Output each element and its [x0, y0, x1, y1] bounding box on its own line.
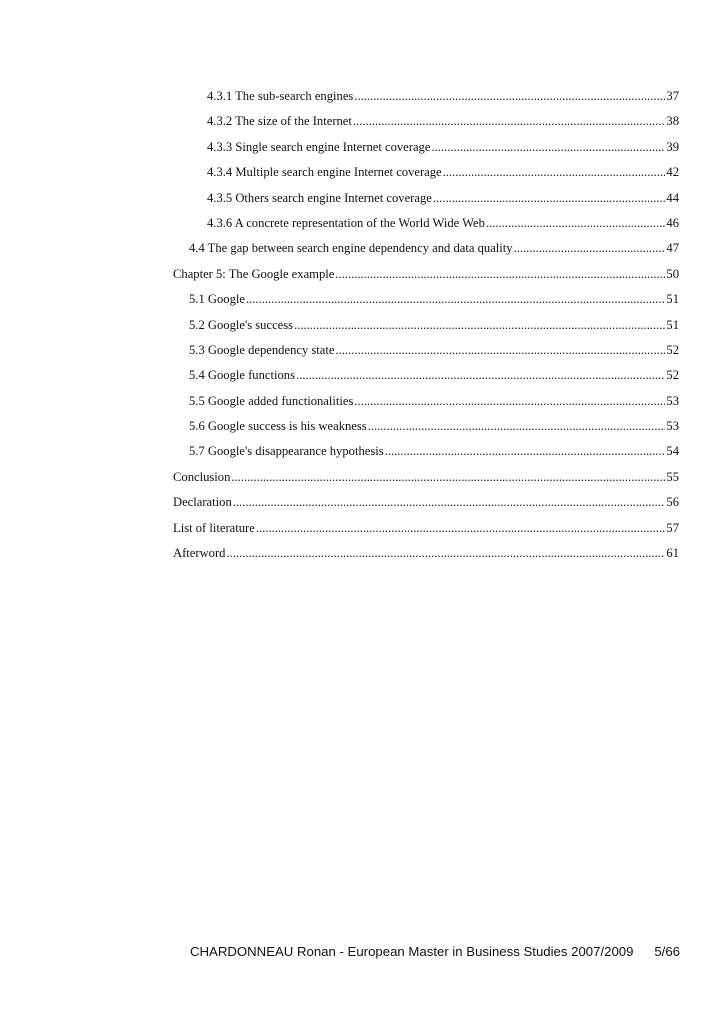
toc-entry-page: 56: [666, 495, 679, 510]
toc-dot-leader: [296, 365, 665, 385]
toc-entry[interactable]: [173, 213, 679, 238]
toc-entry-title: 4.3.4 Multiple search engine Internet coverage: [207, 165, 442, 180]
toc-entry-title: 5.3 Google dependency state: [189, 342, 335, 357]
toc-entry[interactable]: [173, 289, 679, 314]
toc-dot-leader: [486, 213, 665, 233]
toc-entry-title: 4.3.3 Single search engine Internet coverage: [207, 139, 431, 154]
toc-entry[interactable]: [173, 315, 679, 340]
toc-entry-title: 4.3.5 Others search engine Internet coverage: [207, 190, 432, 205]
toc-dot-leader: [226, 543, 665, 563]
toc-dot-leader: [335, 264, 665, 284]
toc-entry-page: 47: [666, 241, 679, 256]
toc-entry-page: 42: [666, 165, 679, 180]
toc-entry-title: Declaration: [173, 495, 232, 510]
toc-dot-leader: [256, 518, 666, 538]
toc-entry[interactable]: [173, 441, 679, 466]
toc-entry-page: 53: [666, 419, 679, 434]
toc-dot-leader: [354, 391, 665, 411]
toc-entry-page: 53: [666, 393, 679, 408]
toc-entry-title: 4.3.6 A concrete representation of the World Wide Web: [207, 215, 485, 230]
toc-entry[interactable]: [173, 492, 679, 517]
page-footer: [190, 944, 680, 959]
toc-entry[interactable]: [173, 391, 679, 416]
toc-entry-title: Afterword: [173, 546, 226, 561]
toc-dot-leader: [354, 86, 665, 106]
footer-page-number: 5/66: [654, 944, 680, 959]
toc-entry-page: 50: [666, 266, 679, 281]
toc-dot-leader: [368, 416, 666, 436]
table-of-contents: [173, 86, 679, 568]
toc-entry-title: 4.3.2 The size of the Internet: [207, 114, 352, 129]
toc-entry[interactable]: [173, 365, 679, 390]
toc-entry-page: 44: [666, 190, 679, 205]
toc-entry-title: 5.4 Google functions: [189, 368, 295, 383]
toc-entry-page: 51: [666, 317, 679, 332]
toc-entry-page: 37: [666, 89, 679, 103]
toc-entry-page: 52: [666, 368, 679, 383]
toc-entry-title: 5.7 Google's disappearance hypothesis: [189, 444, 384, 459]
toc-entry-page: 46: [666, 215, 679, 230]
toc-entry[interactable]: [173, 518, 679, 543]
toc-dot-leader: [294, 315, 665, 335]
toc-entry[interactable]: [173, 188, 679, 213]
toc-entry[interactable]: [173, 111, 679, 136]
toc-entry[interactable]: [173, 162, 679, 187]
toc-entry[interactable]: [173, 264, 679, 289]
toc-entry[interactable]: [173, 340, 679, 365]
toc-entry-page: 54: [666, 444, 679, 459]
toc-entry-title: 5.6 Google success is his weakness: [189, 419, 367, 434]
toc-entry[interactable]: [173, 238, 679, 263]
toc-entry-title: 4.4 The gap between search engine dependency and data quality: [189, 241, 513, 256]
toc-dot-leader: [443, 162, 666, 182]
toc-entry-title: Chapter 5: The Google example: [173, 266, 335, 281]
toc-dot-leader: [233, 492, 666, 512]
toc-entry-title: 5.2 Google's success: [189, 317, 294, 332]
toc-dot-leader: [353, 111, 666, 131]
footer-text: CHARDONNEAU Ronan - European Master in Business Studies 2007/2009: [190, 944, 634, 959]
toc-dot-leader: [231, 467, 665, 487]
toc-dot-leader: [514, 238, 666, 258]
toc-entry-page: 57: [666, 520, 679, 535]
toc-dot-leader: [431, 137, 665, 157]
toc-entry-title: 5.1 Google: [189, 292, 245, 307]
toc-entry[interactable]: [173, 137, 679, 162]
toc-entry-page: 61: [666, 546, 679, 561]
toc-dot-leader: [385, 441, 666, 461]
toc-entry[interactable]: [173, 543, 679, 568]
toc-entry-title: List of literature: [173, 520, 255, 535]
toc-dot-leader: [246, 289, 665, 309]
toc-entry-page: 38: [666, 114, 679, 129]
toc-dot-leader: [335, 340, 665, 360]
toc-entry-page: 55: [666, 469, 679, 484]
toc-entry[interactable]: [173, 416, 679, 441]
toc-entry[interactable]: [173, 86, 679, 111]
toc-dot-leader: [433, 188, 666, 208]
toc-entry-title: 4.3.1 The sub-search engines: [207, 89, 354, 103]
toc-entry-page: 51: [666, 292, 679, 307]
toc-entry[interactable]: [173, 467, 679, 492]
toc-entry-title: Conclusion: [173, 469, 231, 484]
toc-entry-title: 5.5 Google added functionalities: [189, 393, 354, 408]
toc-entry-page: 39: [666, 139, 679, 154]
toc-entry-page: 52: [666, 342, 679, 357]
